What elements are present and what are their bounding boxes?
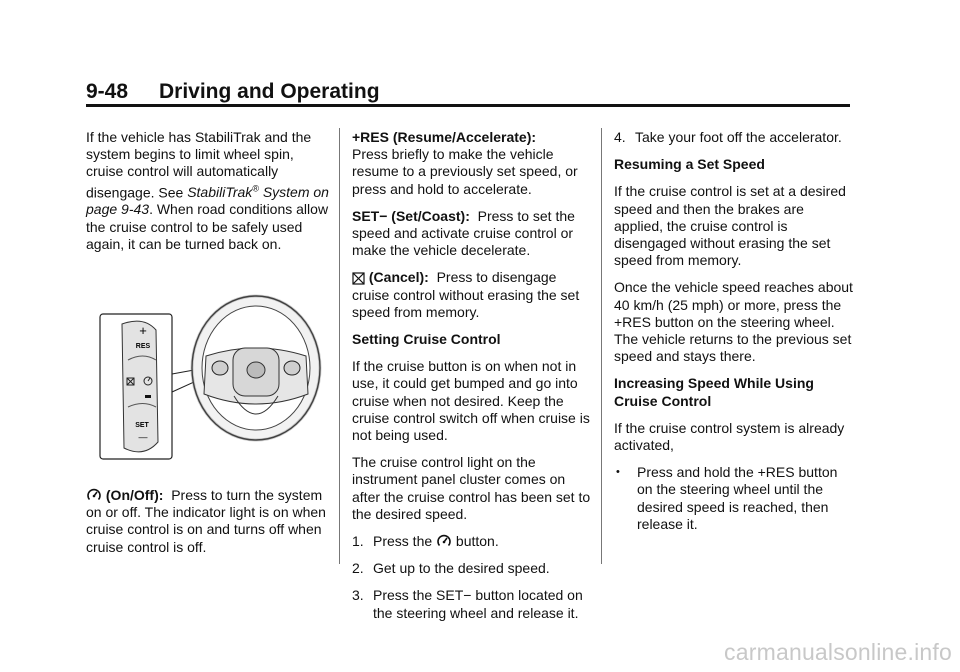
resuming-paragraph-1: If the cruise control is set at a desired speed and then the brakes are applied, the cruise control is disengaged without erasing the set speed from memory. [614,183,846,269]
steering-wheel-figure [98,282,328,462]
cancel-label: (Cancel): [368,269,429,286]
cruise-onoff-icon [436,533,452,549]
onoff-block [86,487,331,566]
bullet-icon: • [616,466,620,479]
setting-cruise-heading: Setting Cruise Control [352,331,501,348]
site-watermark: carmanualsonline.info [724,639,952,665]
inset-minus-label: — [138,432,148,442]
steering-wheel [192,296,320,440]
set-description: Press to set the speed and activate cruise control or make the vehicle decelerate. [352,207,575,259]
column-separator-2 [601,128,602,564]
onoff-description: Press to turn the system on or off. The indicator light is on when cruise control is on and turns off when cruise control is off. [86,487,326,555]
step-2: 2. Get up to the desired speed. [352,560,550,577]
column-1 [86,129,331,263]
bullet-item: • Press and hold the +RES button on the steering wheel until the desired speed is reached, then release it. [616,464,838,532]
set-label: SET− (Set/Coast): [352,207,470,224]
cancel-icon [352,272,365,285]
column-separator-1 [339,128,340,564]
column-3 [614,129,854,543]
inset-set-label: SET [135,422,149,429]
page-number: 9-48 [86,80,129,103]
page-header [86,80,850,106]
resuming-heading: Resuming a Set Speed [614,156,765,173]
res-paragraph [352,129,592,198]
column-2 [352,129,592,632]
header-rule [86,104,850,107]
step-1: 1. Press the button. [352,533,499,550]
resuming-paragraph-2: Once the vehicle speed reaches about 40 km/h (25 mph) or more, press the +RES button on the steering wheel. The vehicle returns to the previous set speed and stays there. [614,279,853,365]
cruise-onoff-icon [86,487,102,503]
onoff-paragraph [86,487,331,556]
res-label: +RES (Resume/Accelerate): [352,129,537,145]
step-3: 3. Press the SET− button located on the steering wheel and release it. [352,587,583,621]
inset-res-label: RES [135,343,151,350]
res-description: Press briefly to make the vehicle resume to a previously set speed, or press and hold to accelerate. [352,146,578,197]
setting-paragraph-1: If the cruise button is on when not in use, it could get bumped and go into cruise when not desired. Keep the cruise control switch off when cruise is not being used. [352,358,590,444]
cancel-description: Press to disengage cruise control without erasing the set speed from memory. [352,269,580,320]
onoff-label: (On/Off): [105,487,164,503]
set-paragraph [352,208,592,260]
step-4: 4. Take your foot off the accelerator. [614,129,842,145]
stabilitrak-paragraph: If the vehicle has StabiliTrak and the system begins to limit wheel spin, cruise control will automatically disengage. See StabiliTrak® System on page 9-43. When road conditions allow the cruise control to be safely used again, it can be turned back on. [86,129,329,252]
inset-plus-label: + [139,323,147,338]
increasing-paragraph-1: If the cruise control system is already activated, [614,419,845,454]
steering-wheel-controls-illustration [98,282,328,462]
setting-paragraph-2: The cruise control light on the instrument panel cluster comes on after the cruise control has been set to the desired speed. [352,454,591,522]
section-title: Driving and Operating [159,80,380,103]
cancel-paragraph [352,269,592,321]
increasing-speed-heading: Increasing Speed While Using Cruise Control [614,375,814,409]
cross-reference-link[interactable]: StabiliTrak® System on page 9-43 [86,183,329,218]
